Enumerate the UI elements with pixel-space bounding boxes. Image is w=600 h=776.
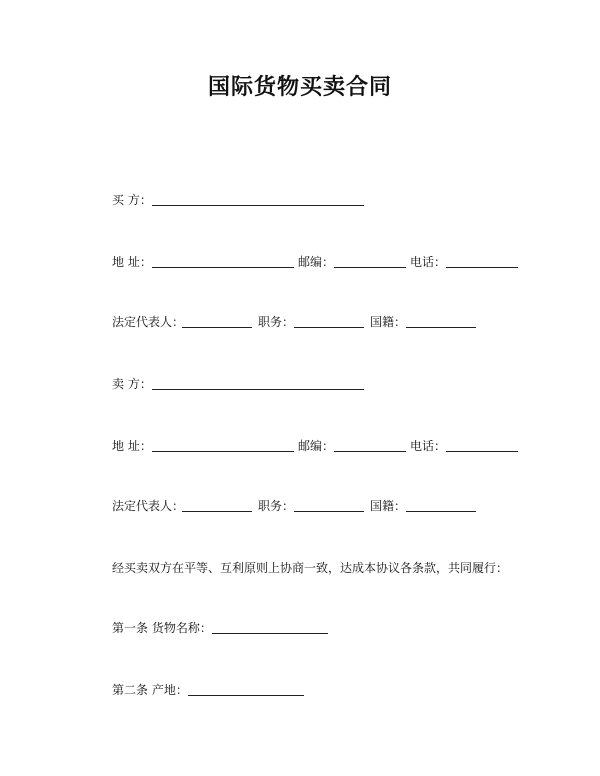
seller-address-label: 地 址： bbox=[112, 439, 152, 453]
intro-paragraph: 经买卖双方在平等、互利原则上协商一致，达成本协议各条款，共同履行： bbox=[112, 561, 509, 575]
buyer-phone-label: 电话： bbox=[410, 255, 447, 269]
seller-label: 卖 方： bbox=[112, 377, 152, 391]
seller-postcode-blank[interactable] bbox=[334, 451, 406, 452]
article-2-label: 第二条 产地： bbox=[112, 683, 188, 697]
seller-rep-blank[interactable] bbox=[182, 511, 252, 512]
seller-position-blank[interactable] bbox=[294, 511, 364, 512]
document-title: 国际货物买卖合同 bbox=[207, 75, 392, 100]
article-1-label: 第一条 货物名称： bbox=[112, 621, 212, 635]
seller-name-blank[interactable] bbox=[152, 389, 364, 390]
buyer-phone-blank[interactable] bbox=[446, 267, 518, 268]
buyer-name-blank[interactable] bbox=[152, 205, 364, 206]
buyer-position-blank[interactable] bbox=[294, 327, 364, 328]
seller-rep-label: 法定代表人： bbox=[112, 499, 185, 513]
seller-postcode-label: 邮编： bbox=[298, 439, 335, 453]
buyer-label: 买 方： bbox=[112, 193, 152, 207]
buyer-address-blank[interactable] bbox=[152, 267, 294, 268]
buyer-rep-blank[interactable] bbox=[182, 327, 252, 328]
buyer-nationality-blank[interactable] bbox=[406, 327, 476, 328]
seller-phone-blank[interactable] bbox=[446, 451, 518, 452]
buyer-position-label: 职务： bbox=[258, 315, 295, 329]
seller-phone-label: 电话： bbox=[410, 439, 447, 453]
origin-blank[interactable] bbox=[188, 695, 304, 696]
seller-nationality-label: 国籍： bbox=[370, 499, 407, 513]
seller-address-blank[interactable] bbox=[152, 451, 294, 452]
seller-position-label: 职务： bbox=[258, 499, 295, 513]
goods-name-blank[interactable] bbox=[212, 633, 328, 634]
buyer-nationality-label: 国籍： bbox=[370, 315, 407, 329]
buyer-address-label: 地 址： bbox=[112, 255, 152, 269]
buyer-postcode-blank[interactable] bbox=[334, 267, 406, 268]
buyer-postcode-label: 邮编： bbox=[298, 255, 335, 269]
seller-nationality-blank[interactable] bbox=[406, 511, 476, 512]
buyer-rep-label: 法定代表人： bbox=[112, 315, 185, 329]
